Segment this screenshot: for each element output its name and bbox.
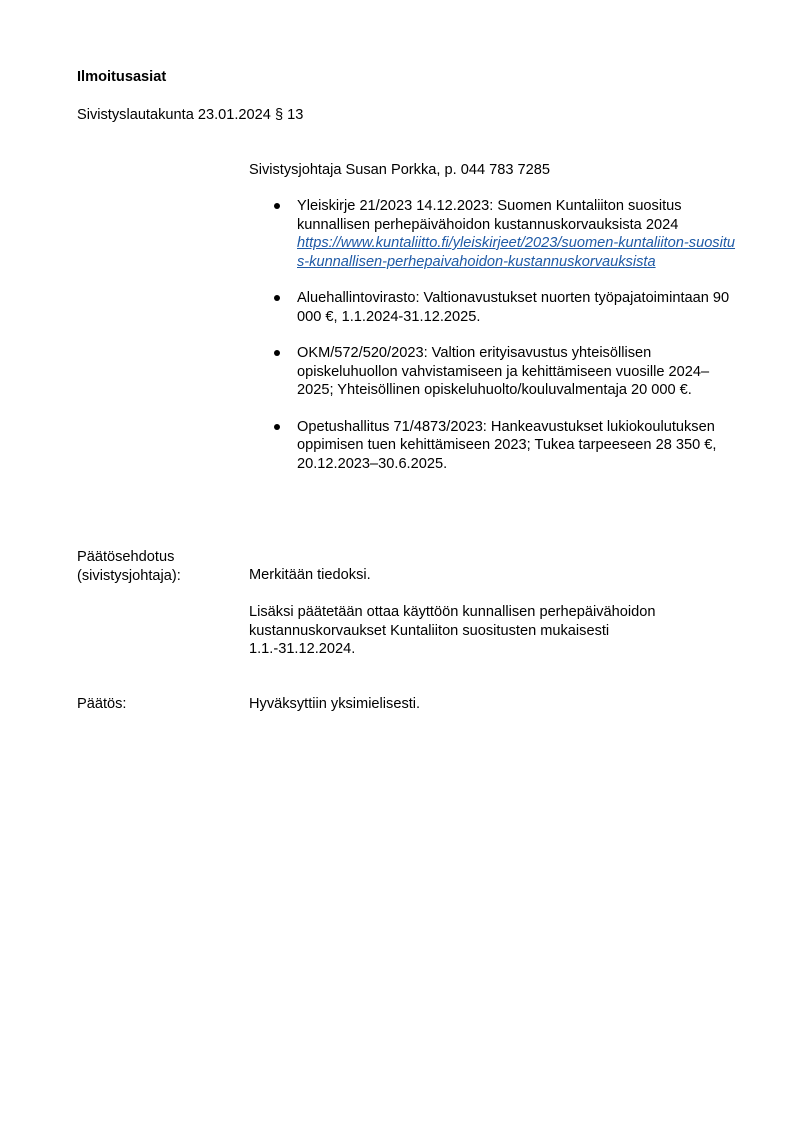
proposal-additional-text: Lisäksi päätetään ottaa käyttöön kunnallisen perhepäivähoidon kustannuskorvaukset Kuntaliiton suositusten mukaisesti 1.1.-31.12.2024. [249, 604, 656, 657]
notice-item-text: Yleiskirje 21/2023 14.12.2023: Suomen Kuntaliiton suositus kunnallisen perhepäivähoidon kustannuskorvauksista 2024 [297, 198, 682, 233]
bullet-icon [274, 424, 280, 430]
decision-label: Päätös: [77, 696, 127, 712]
presenter-contact: Sivistysjohtaja Susan Porkka, p. 044 783 7285 [249, 162, 550, 178]
bullet-icon [274, 295, 280, 301]
notice-item-text: Aluehallintovirasto: Valtionavustukset nuorten työpajatoimintaan 90 000 €, 1.1.2024-31.12.2025. [297, 290, 730, 325]
notice-item-circular [249, 197, 739, 271]
notice-item-okm [249, 344, 739, 400]
proposal-label-line2: (sivistysjohtaja): [77, 567, 181, 584]
notice-item-text: OKM/572/520/2023: Valtion erityisavustus yhteisöllisen opiskeluhuollon vahvistamiseen ja kehittämiseen vuosille 2024–2025; Yhteisöllinen opiskeluhuolto/kouluvalmentaja 20 000 €. [297, 345, 710, 398]
decision-text: Hyväksyttiin yksimielisesti. [249, 696, 421, 712]
bullet-icon [274, 350, 280, 356]
proposal-label-line1: Päätösehdotus [77, 549, 175, 565]
notice-item-text: Opetushallitus 71/4873/2023: Hankeavustukset lukiokoulutuksen oppimisen tuen kehittämiseen 2023; Tukea tarpeeseen 28 350 €, 20.12.2023–30.6.2025. [297, 418, 717, 472]
notice-list [249, 197, 739, 491]
document-title: Ilmoitusasiat [77, 69, 167, 85]
kuntaliitto-link[interactable]: https://www.kuntaliitto.fi/yleiskirjeet/2023/suomen-kuntaliiton-suositus-kunnallisen-perhepaivahoidon-kustannuskorvauksista [297, 235, 736, 270]
bullet-icon [274, 203, 280, 209]
notice-item-oph [249, 418, 739, 474]
proposal-label [77, 548, 237, 585]
proposal-text: Merkitään tiedoksi. [249, 567, 371, 583]
notice-item-avi [249, 289, 739, 326]
meeting-reference: Sivistyslautakunta 23.01.2024 § 13 [77, 107, 304, 123]
